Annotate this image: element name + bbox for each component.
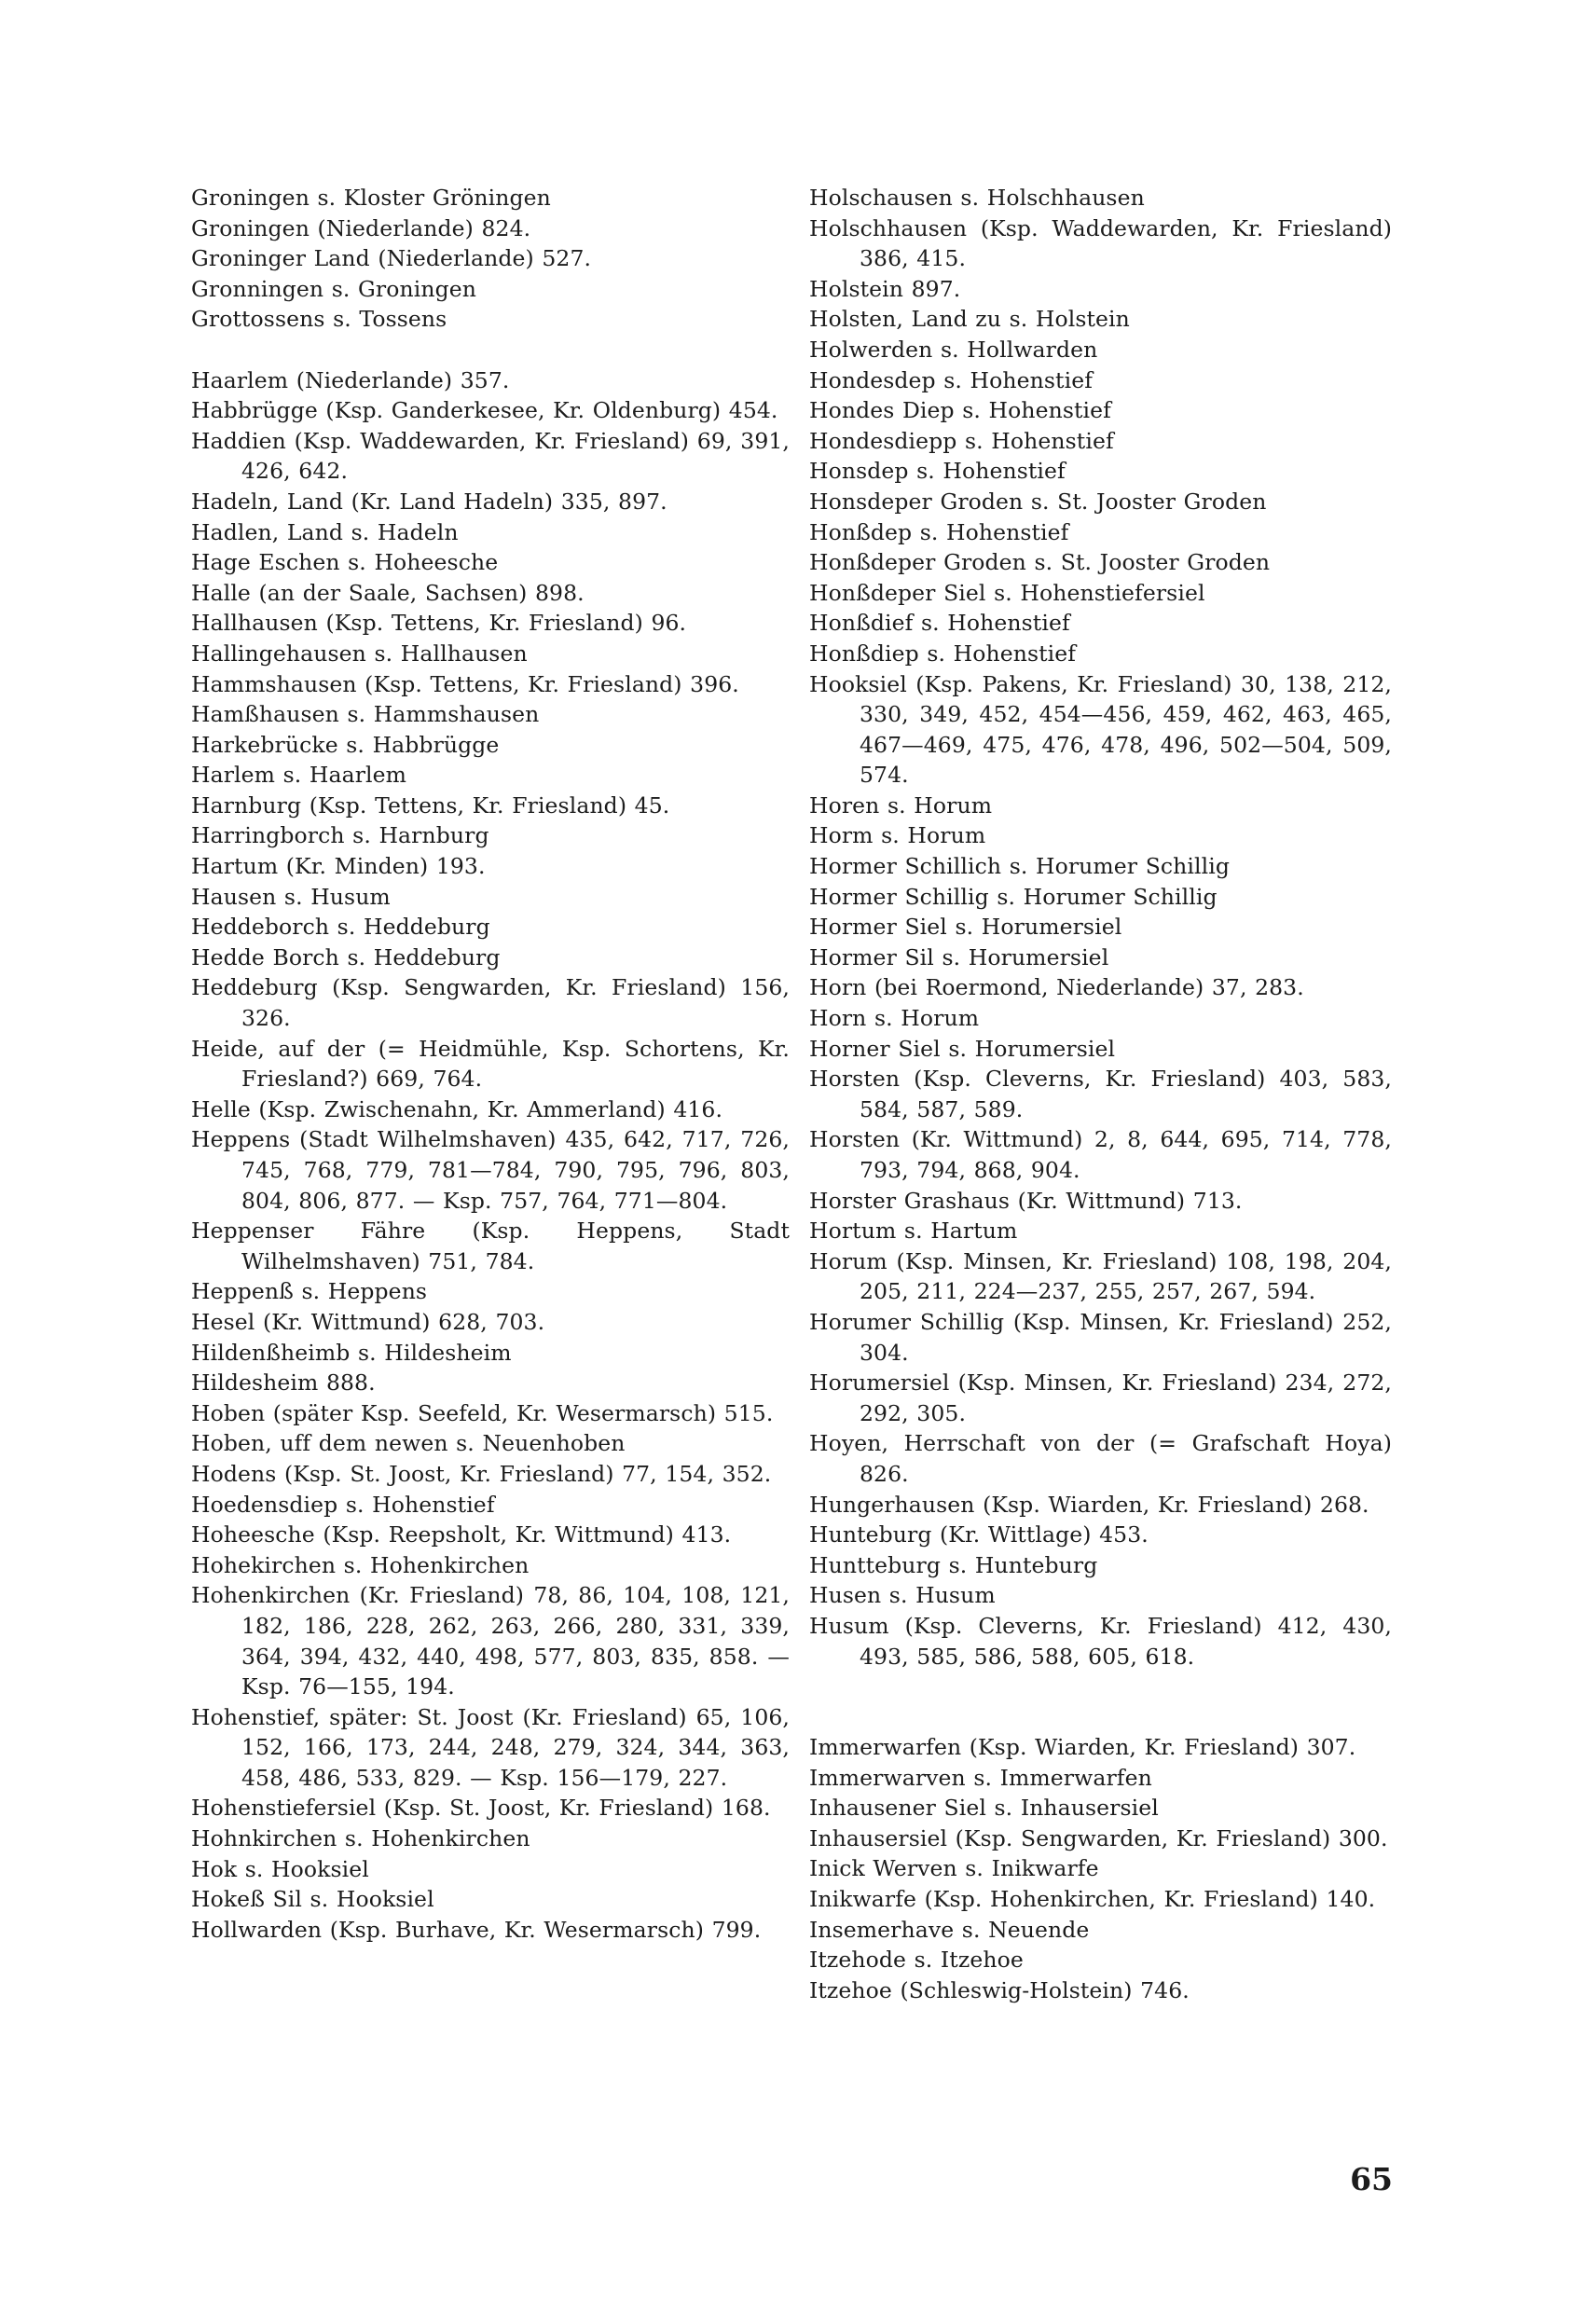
index-entry: Hohenkirchen (Kr. Friesland) 78, 86, 104, 108, 121, 182, 186, 228, 262, 263, 266, 280, 331, 339, 364, 394, 432, 440, 498, 577, 803, 835, 858. — Ksp. 76—155, 194. <box>191 1582 790 1700</box>
index-entry: Halle (an der Saale, Sachsen) 898. <box>191 579 585 606</box>
index-entry: Husen s. Husum <box>809 1582 996 1609</box>
index-entry: Hormer Sil s. Horumersiel <box>809 943 1109 970</box>
section-gap <box>809 1672 1392 1732</box>
index-entry: Honßdief s. Hohenstief <box>809 610 1070 637</box>
index-entry: Groningen (Niederlande) 824. <box>191 214 531 241</box>
index-entry: Heddeborch s. Heddeburg <box>191 914 490 941</box>
index-entry: Itzehoe (Schleswig-Holstein) 746. <box>809 1976 1190 2003</box>
index-entry: Immerwarven s. Immerwarfen <box>809 1764 1152 1791</box>
index-entry: Hortum s. Hartum <box>809 1218 1018 1245</box>
index-entry: Hausen s. Husum <box>191 883 391 910</box>
index-entry: Hamßhausen s. Hammshausen <box>191 701 540 728</box>
index-entry: Hallhausen (Ksp. Tettens, Kr. Friesland) 96. <box>191 610 687 637</box>
index-entry: Honßdep s. Hohenstief <box>809 518 1069 545</box>
index-entry: Hormer Schillig s. Horumer Schillig <box>809 883 1218 910</box>
index-entry: Hartum (Kr. Minden) 193. <box>191 853 486 880</box>
index-entry: Hohekirchen s. Hohenkirchen <box>191 1551 530 1578</box>
index-entry: Horner Siel s. Horumersiel <box>809 1035 1116 1062</box>
section-gap <box>191 335 790 365</box>
index-entry: Hodens (Ksp. St. Joost, Kr. Friesland) 77, 154, 352. <box>191 1460 772 1487</box>
index-entry: Hok s. Hooksiel <box>191 1855 369 1882</box>
index-entry: Hammshausen (Ksp. Tettens, Kr. Friesland) 396. <box>191 670 739 697</box>
index-entry: Hungerhausen (Ksp. Wiarden, Kr. Friesland) 268. <box>809 1491 1369 1518</box>
index-entry: Horm s. Horum <box>809 822 986 849</box>
index-entry: Holsten, Land zu s. Holstein <box>809 306 1130 333</box>
index-entry: Horumersiel (Ksp. Minsen, Kr. Friesland) 234, 272, 292, 305. <box>809 1369 1392 1426</box>
index-entry: Heppenß s. Heppens <box>191 1278 428 1305</box>
index-entry: Groningen s. Kloster Gröningen <box>191 185 551 211</box>
index-entry: Hage Eschen s. Hoheesche <box>191 549 499 576</box>
index-entry: Hadeln, Land (Kr. Land Hadeln) 335, 897. <box>191 488 667 515</box>
index-entry: Inikwarfe (Ksp. Hohenkirchen, Kr. Friesland) 140. <box>809 1886 1376 1913</box>
index-column-left <box>191 183 790 1945</box>
index-entry: Heddeburg (Ksp. Sengwarden, Kr. Friesland) 156, 326. <box>191 974 790 1032</box>
index-entry: Husum (Ksp. Cleverns, Kr. Friesland) 412, 430, 493, 585, 586, 588, 605, 618. <box>809 1612 1392 1670</box>
index-entry: Harlem s. Haarlem <box>191 762 407 789</box>
index-entry: Hildesheim 888. <box>191 1369 376 1397</box>
index-entry: Hildenßheimb s. Hildesheim <box>191 1339 512 1366</box>
index-entry: Hohenstief, später: St. Joost (Kr. Friesland) 65, 106, 152, 166, 173, 244, 248, 279, 324, 344, 363, 458, 486, 533, 829. — Ksp. 156—179, 227. <box>191 1703 790 1791</box>
index-entry: Hedde Borch s. Heddeburg <box>191 943 501 970</box>
index-entry: Harkebrücke s. Habbrügge <box>191 731 500 758</box>
index-entry: Insemerhave s. Neuende <box>809 1916 1090 1943</box>
index-entry: Habbrügge (Ksp. Ganderkesee, Kr. Oldenburg) 454. <box>191 397 778 424</box>
index-entry: Hohenstiefersiel (Ksp. St. Joost, Kr. Friesland) 168. <box>191 1795 771 1822</box>
index-entry: Groninger Land (Niederlande) 527. <box>191 245 592 272</box>
index-entry: Heppenser Fähre (Ksp. Heppens, Stadt Wilhelmshaven) 751, 784. <box>191 1218 790 1274</box>
index-entry: Harringborch s. Harnburg <box>191 822 489 849</box>
index-entry: Hondesdiepp s. Hohenstief <box>809 427 1114 454</box>
index-entry: Horum (Ksp. Minsen, Kr. Friesland) 108, 198, 204, 205, 211, 224—237, 255, 257, 267, 594. <box>809 1247 1392 1305</box>
index-entry: Hohnkirchen s. Hohenkirchen <box>191 1825 530 1852</box>
page-number: 65 <box>1350 2161 1393 2197</box>
index-entry: Hoyen, Herrschaft von der (= Grafschaft Hoya) 826. <box>809 1430 1392 1487</box>
index-entry: Horumer Schillig (Ksp. Minsen, Kr. Friesland) 252, 304. <box>809 1308 1392 1366</box>
index-entry: Horster Grashaus (Kr. Wittmund) 713. <box>809 1187 1243 1214</box>
index-entry: Holwerden s. Hollwarden <box>809 336 1098 363</box>
index-entry: Heide, auf der (= Heidmühle, Ksp. Schortens, Kr. Friesland?) 669, 764. <box>191 1035 790 1093</box>
index-entry: Grottossens s. Tossens <box>191 306 447 333</box>
index-entry: Holstein 897. <box>809 275 961 302</box>
index-entry: Gronningen s. Groningen <box>191 275 476 302</box>
index-entry: Horn (bei Roermond, Niederlande) 37, 283. <box>809 974 1304 1001</box>
index-entry: Horsten (Ksp. Cleverns, Kr. Friesland) 403, 583, 584, 587, 589. <box>809 1066 1392 1122</box>
index-entry: Immerwarfen (Ksp. Wiarden, Kr. Friesland) 307. <box>809 1734 1356 1761</box>
index-entry: Hunteburg (Kr. Wittlage) 453. <box>809 1521 1149 1548</box>
index-entry: Honßdeper Groden s. St. Jooster Groden <box>809 549 1271 576</box>
index-column-right <box>809 183 1392 2005</box>
index-entry: Hooksiel (Ksp. Pakens, Kr. Friesland) 30, 138, 212, 330, 349, 452, 454—456, 459, 462, 463, 465, 467—469, 475, 476, 478, 496, 502—504, 509, 574. <box>809 670 1392 789</box>
index-entry: Hoben, uff dem newen s. Neuenhoben <box>191 1430 626 1457</box>
index-entry: Holschhausen (Ksp. Waddewarden, Kr. Friesland) 386, 415. <box>809 214 1392 272</box>
index-entry: Hoheesche (Ksp. Reepsholt, Kr. Wittmund) 413. <box>191 1521 732 1548</box>
index-entry: Huntteburg s. Hunteburg <box>809 1551 1098 1578</box>
index-entry: Inhausersiel (Ksp. Sengwarden, Kr. Friesland) 300. <box>809 1824 1388 1851</box>
index-entry: Hoben (später Ksp. Seefeld, Kr. Wesermarsch) 515. <box>191 1399 774 1426</box>
index-entry: Hokeß Sil s. Hooksiel <box>191 1886 434 1913</box>
index-entry: Hormer Schillich s. Horumer Schillig <box>809 853 1231 880</box>
index-entry: Hallingehausen s. Hallhausen <box>191 640 528 667</box>
index-entry: Honßdiep s. Hohenstief <box>809 640 1077 667</box>
index-entry: Itzehode s. Itzehoe <box>809 1947 1024 1974</box>
index-entry: Horen s. Horum <box>809 791 993 819</box>
index-entry: Horsten (Kr. Wittmund) 2, 8, 644, 695, 714, 778, 793, 794, 868, 904. <box>809 1126 1392 1183</box>
index-entry: Haddien (Ksp. Waddewarden, Kr. Friesland) 69, 391, 426, 642. <box>191 427 790 485</box>
index-entry: Hollwarden (Ksp. Burhave, Kr. Wesermarsch) 799. <box>191 1916 762 1943</box>
index-entry: Horn s. Horum <box>809 1005 980 1032</box>
index-entry: Honsdep s. Hohenstief <box>809 458 1066 485</box>
index-entry: Haarlem (Niederlande) 357. <box>191 366 510 393</box>
index-entry: Holschausen s. Holschhausen <box>809 185 1145 211</box>
index-entry: Hesel (Kr. Wittmund) 628, 703. <box>191 1308 545 1335</box>
index-entry: Inick Werven s. Inikwarfe <box>809 1855 1099 1882</box>
index-entry: Hoedensdiep s. Hohenstief <box>191 1491 495 1518</box>
index-entry: Honßdeper Siel s. Hohenstiefersiel <box>809 579 1205 606</box>
index-entry: Inhausener Siel s. Inhausersiel <box>809 1795 1159 1822</box>
index-entry: Hadlen, Land s. Hadeln <box>191 518 459 545</box>
index-entry: Hondesdep s. Hohenstief <box>809 366 1093 393</box>
index-entry: Honsdeper Groden s. St. Jooster Groden <box>809 488 1267 515</box>
index-entry: Hondes Diep s. Hohenstief <box>809 397 1111 424</box>
index-entry: Helle (Ksp. Zwischenahn, Kr. Ammerland) 416. <box>191 1095 723 1122</box>
index-entry: Hormer Siel s. Horumersiel <box>809 914 1122 941</box>
index-entry: Harnburg (Ksp. Tettens, Kr. Friesland) 45. <box>191 791 670 819</box>
index-entry: Heppens (Stadt Wilhelmshaven) 435, 642, 717, 726, 745, 768, 779, 781—784, 790, 795, 796, 803, 804, 806, 877. — Ksp. 757, 764, 771—804. <box>191 1126 790 1214</box>
